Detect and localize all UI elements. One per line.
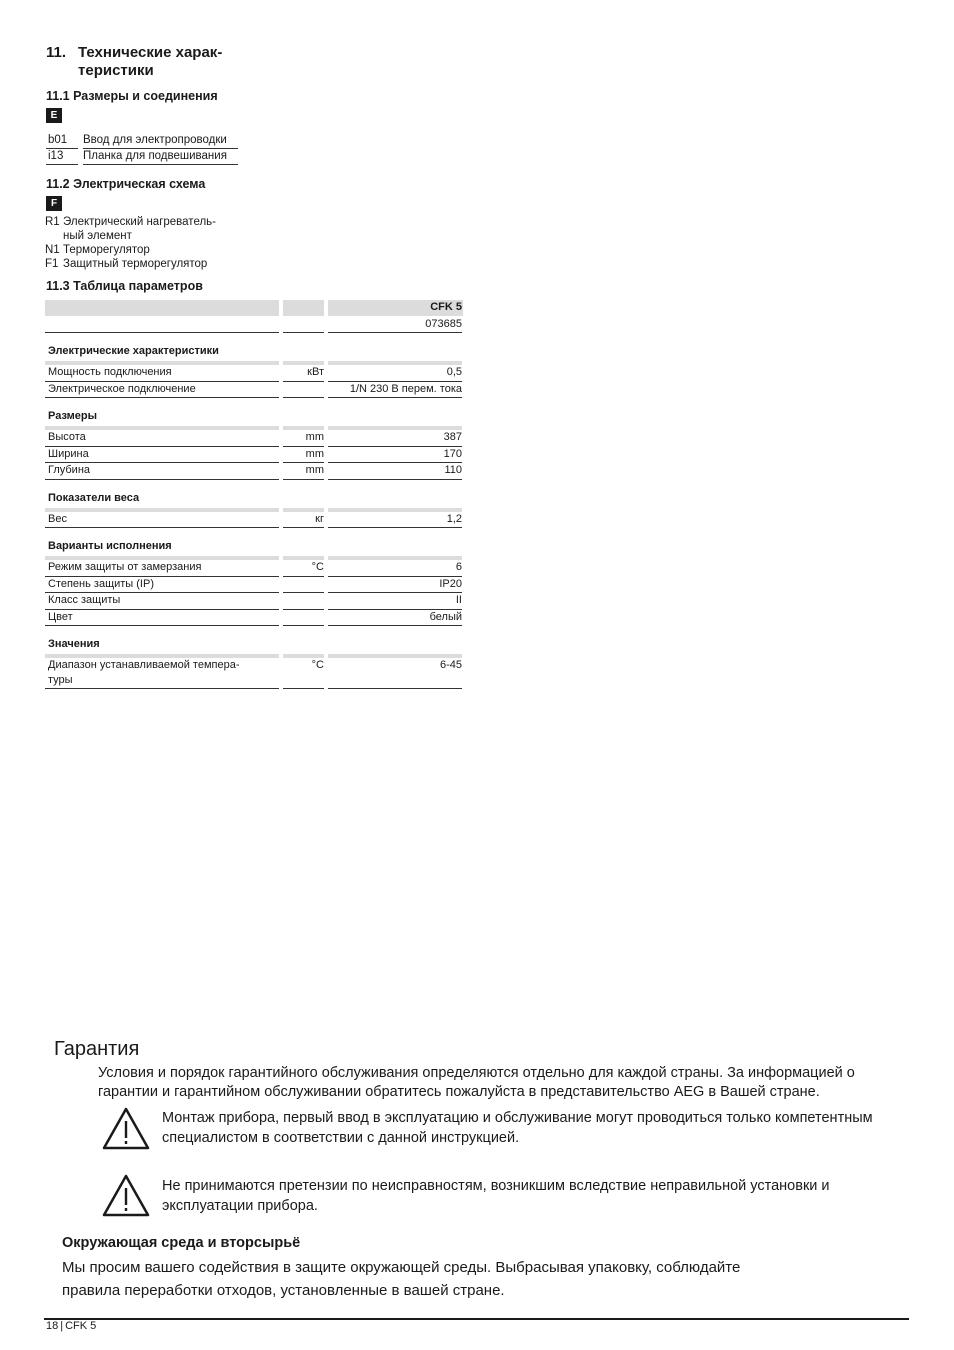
param-name: Вес: [45, 512, 279, 529]
param-name: Ширина: [45, 447, 279, 464]
param-unit: [283, 577, 324, 594]
table-row: [45, 560, 462, 577]
param-name: Степень защиты (IP): [45, 577, 279, 594]
page-footer: 18 | CFK 5: [46, 1320, 97, 1332]
table-row: [45, 658, 462, 689]
param-name: Глубина: [45, 463, 279, 480]
legend-row: [46, 149, 238, 165]
param-unit: [283, 610, 324, 627]
warning-text-1: Монтаж прибора, первый ввод в эксплуатацию и обслуживание могут проводиться только компетентным специалистом в соответствии с данной инструкцией.: [162, 1110, 873, 1146]
group-title: Электрические характеристики: [48, 345, 219, 357]
param-name: Цвет: [45, 610, 279, 627]
environment-title: Окружающая среда и вторсырьё: [62, 1235, 301, 1251]
legend-label-cont: ный элемент: [63, 230, 132, 242]
table-row: [45, 610, 462, 627]
environment-line: правила переработки отходов, установленные в вашей стране.: [62, 1282, 505, 1299]
param-unit: кВт: [283, 365, 324, 382]
dimensions-legend: [46, 133, 238, 165]
param-value: 387: [328, 430, 462, 447]
param-value: 1/N 230 В перем. тока: [328, 382, 462, 399]
legend-label: Защитный терморегулятор: [63, 258, 208, 270]
legend-code: F1: [45, 258, 59, 270]
param-name: Высота: [45, 430, 279, 447]
param-value: 6-45: [328, 658, 462, 689]
scheme-badge: F: [46, 196, 62, 211]
legend-label: Терморегулятор: [63, 244, 150, 256]
param-unit: °C: [283, 560, 324, 577]
parameter-table: [45, 300, 462, 689]
warranty-text: Условия и порядок гарантийного обслуживания определяются отдельно для каждой страны. За информацией о гарантии и гарантийном обслуживании обратитесь пожалуйста в представительство AEG в Вашей стране.: [98, 1065, 855, 1100]
params-heading: 11.3 Таблица параметров: [46, 279, 203, 293]
legend-code: b01: [46, 133, 78, 149]
footer-model: CFK 5: [65, 1320, 97, 1332]
warning-triangle-icon: [101, 1106, 151, 1152]
param-value: 6: [328, 560, 462, 577]
section-title-line1: Технические харак-: [78, 44, 223, 61]
page-number: 18: [46, 1320, 59, 1332]
legend-row: [46, 133, 238, 149]
param-unit: mm: [283, 447, 324, 464]
param-value: 0,5: [328, 365, 462, 382]
param-name: Класс защиты: [45, 593, 279, 610]
param-name: Электрическое подключение: [45, 382, 279, 399]
table-row: [45, 365, 462, 382]
legend-code: R1: [45, 216, 60, 228]
legend-label: Электрический нагреватель-: [63, 216, 216, 228]
legend-row: [45, 257, 216, 271]
model-name: CFK 5: [328, 300, 463, 316]
table-row: [45, 382, 462, 399]
table-header-row: [45, 300, 462, 317]
param-value: 1,2: [328, 512, 462, 529]
group-title: Значения: [48, 638, 100, 650]
param-value: IP20: [328, 577, 462, 594]
legend-label: Планка для подвешивания: [83, 149, 238, 165]
param-unit: mm: [283, 463, 324, 480]
param-unit: [283, 382, 324, 399]
param-unit: кг: [283, 512, 324, 529]
dimensions-heading: 11.1 Размеры и соединения: [46, 89, 218, 103]
param-name: Режим защиты от замерзания: [45, 560, 279, 577]
param-unit: mm: [283, 430, 324, 447]
param-unit: [283, 593, 324, 610]
legend-code: i13: [46, 149, 78, 165]
table-row: [45, 430, 462, 447]
group-title: Варианты исполнения: [48, 540, 172, 552]
param-unit: °C: [283, 658, 324, 689]
param-value: 170: [328, 447, 462, 464]
param-name: Мощность подключения: [45, 365, 279, 382]
article-number: 073685: [328, 317, 462, 334]
legend-row: [45, 243, 216, 257]
param-value: 110: [328, 463, 462, 480]
table-row: [45, 463, 462, 480]
section-heading: [46, 44, 222, 80]
table-article-row: [45, 317, 462, 334]
param-value: белый: [328, 610, 462, 627]
table-row: [45, 577, 462, 594]
legend-row: [45, 215, 216, 229]
table-row: [45, 447, 462, 464]
section-number: 11.: [46, 44, 67, 61]
legend-code: N1: [45, 244, 60, 256]
group-title: Размеры: [48, 410, 98, 422]
table-row: [45, 512, 462, 529]
environment-text: [62, 1256, 822, 1302]
group-title: Показатели веса: [48, 491, 140, 504]
footer-divider: [44, 1318, 909, 1320]
scheme-legend: [45, 215, 216, 271]
legend-row: [45, 229, 216, 243]
legend-label: Ввод для электропроводки: [83, 133, 238, 149]
param-value: II: [328, 593, 462, 610]
warning-triangle-icon: [101, 1173, 151, 1219]
dimensions-badge: E: [46, 108, 62, 123]
table-row: [45, 593, 462, 610]
warranty-title: Гарантия: [54, 1038, 140, 1060]
param-name: Диапазон устанавливаемой темпера- туры: [45, 658, 279, 689]
scheme-heading: 11.2 Электрическая схема: [46, 177, 206, 191]
warning-text-2: Не принимаются претензии по неисправностям, возникшим вследствие неправильной установки и эксплуатации прибора.: [162, 1178, 830, 1214]
section-title-line2: теристики: [78, 62, 154, 79]
environment-line: Мы просим вашего содействия в защите окружающей среды. Выбрасывая упаковку, соблюдайте: [62, 1259, 741, 1276]
